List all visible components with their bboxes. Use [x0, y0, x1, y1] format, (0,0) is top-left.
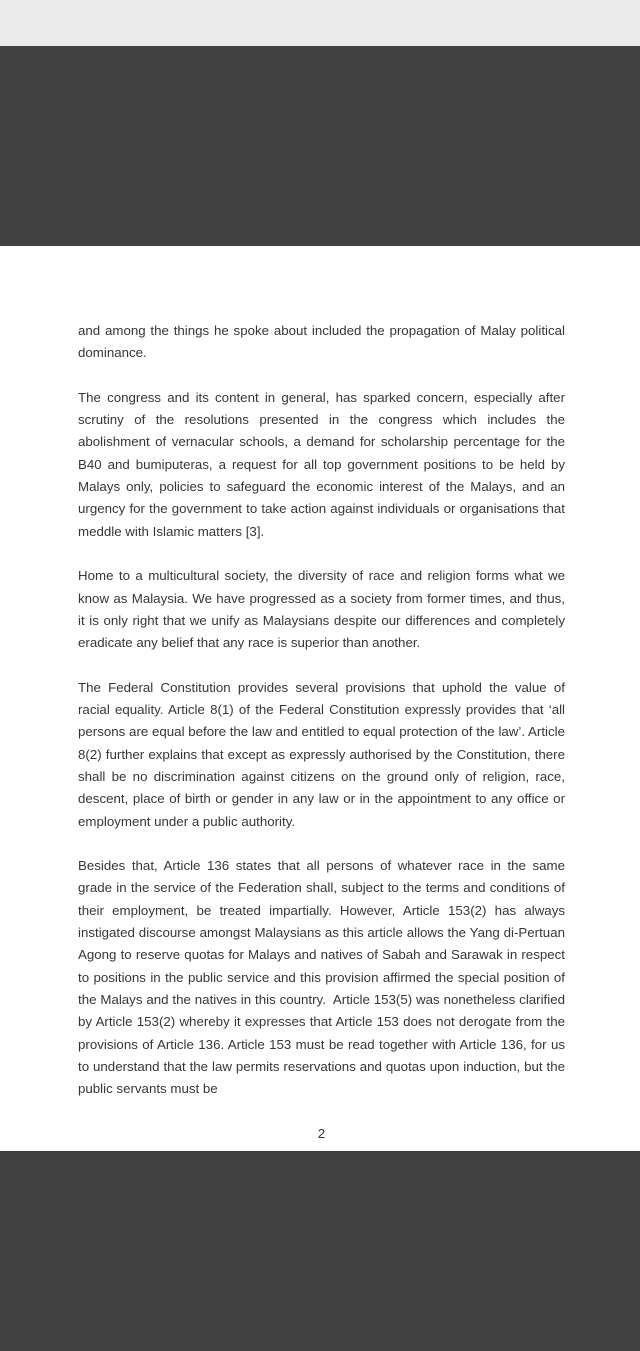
paragraph: and among the things he spoke about included the propagation of Malay political dominance. — [78, 323, 565, 361]
page-number: 2 — [317, 1125, 326, 1141]
viewer-background-gap-bottom — [0, 1151, 640, 1351]
document-page — [0, 246, 640, 1151]
paragraph: Home to a multicultural society, the diversity of race and religion forms what we know as Malaysia. We have progressed as a society from former times, and thus, it is only right that we unify as Malaysians despite our differences and completely eradicate any belief that any race is superior than another. — [78, 568, 565, 651]
paragraph: Besides that, Article 136 states that all persons of whatever race in the same grade in the service of the Federation shall, subject to the terms and conditions of their employment, be treated impartially. However, Article 153(2) has always instigated discourse amongst Malaysians as this article allows the Yang di-Pertuan Agong to reserve quotas for Malays and natives of Sabah and Sarawak in respect to positions in the public service and this provision affirmed the special position of the Malays and the natives in this country. Article 153(5) was nonetheless clarified by Article 153(2) whereby it expresses that Article 153 does not derogate from the provisions of Article 136. Article 153 must be read together with Article 136, for us to understand that the law permits reservations and quotas upon induction, but the public servants must be — [78, 858, 565, 1097]
paragraph: The Federal Constitution provides several provisions that uphold the value of racial equality. Article 8(1) of the Federal Constitution expressly provides that ‘all persons are equal before the law and entitled to equal protection of the law’. Article 8(2) further explains that except as expressly authorised by the Constitution, there shall be no discrimination against citizens on the ground only of religion, race, descent, place of birth or gender in any law or in the appointment to any office or employment under a public authority. — [78, 679, 565, 829]
paragraph: The congress and its content in general, has sparked concern, especially after scrutiny of the resolutions presented in the congress which includes the abolishment of vernacular schools, a demand for scholarship percentage for the B40 and bumiputeras, a request for all top government positions to be held by Malays only, policies to safeguard the economic interest of the Malays, and an urgency for the government to take action against individuals or organisations that meddle with Islamic matters [3]. — [78, 389, 565, 539]
viewer-background-gap-top — [0, 46, 640, 246]
viewer-top-bar — [0, 0, 640, 46]
